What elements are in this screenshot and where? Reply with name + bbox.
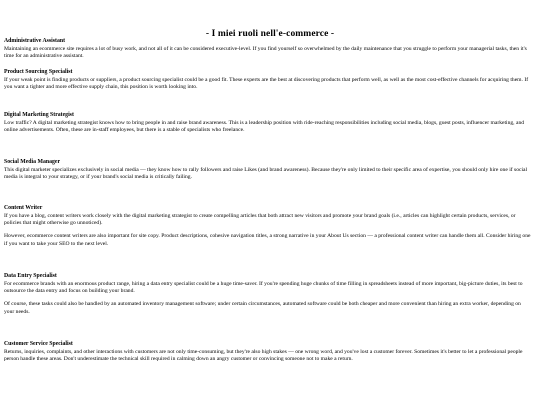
section-paragraph: Low traffic? A digital marketing strategist knows how to bring people in and raise brand awareness. This is a leadership position with ride-reaching responsibilities including social media, blogs, guest posts, influencer marketing, and online advertisements. Often, these are in-staff employees, but there is a stable of specialists who freelance.: [4, 119, 525, 134]
section-product-sourcing-specialist: [4, 69, 532, 91]
section-digital-marketing-strategist: [4, 112, 532, 134]
section-data-entry-specialist: [4, 273, 532, 316]
section-heading: Social Media Manager: [4, 159, 61, 165]
section-social-media-manager: [4, 159, 532, 181]
section-paragraph: This digital marketer specializes exclusively in social media — they know how to rally followers and raise Likes (and brand awareness). Because they're only limited to their specific area of expertise, you should only hire one if social media is integral to your strategy, or if your brand's social media is critically failing.: [4, 166, 528, 181]
section-administrative-assistant: [4, 38, 532, 60]
section-heading: Content Writer: [4, 205, 43, 211]
section-customer-service-specialist: [4, 341, 532, 363]
section-paragraph: For ecommerce brands with an enormous product range, hiring a data entry specialist could be a huge time-saver. If you're spending huge chunks of time filling in spreadsheets instead of more important, big-picture duties, its best to outsource the data entry and focus on building your brand.: [4, 280, 523, 295]
section-paragraph: Maintaining an ecommerce site requires a lot of busy work, and not all of it can be considered executive-level. If you find yourself so overwhelmed by the daily maintenance that you struggle to perform your managerial tasks, then it's time for an administrative assistant.: [4, 45, 527, 60]
section-paragraph: Of course, these tasks could also be handled by an automated inventory management software; under certain circumstances, automated software could be both cheaper and more convenient than hiring an extra worker, depending on your needs.: [4, 301, 521, 315]
section-paragraph: Returns, inquiries, complaints, and other interactions with customers are not only time-consuming, but they're also high stakes — one wrong word, and you've lost a customer forever. Sometimes it's better to let a professional people person handle these areas. Don't underestimate the technical skill required in calming down an angry customer or convincing someone not to make a return.: [4, 348, 523, 363]
section-heading: Product Sourcing Specialist: [4, 69, 73, 75]
section-heading: Data Entry Specialist: [4, 273, 57, 279]
section-heading: Customer Service Specialist: [4, 341, 73, 347]
section-paragraph: If your weak point is finding products or suppliers, a product sourcing specialist could be a good fit. These experts are the best at discovering products that perform well, as well as the most cost-effective channels for acquiring them. If you want a tighter and more effective supply chain, this position is worth looking into.: [4, 76, 529, 91]
section-paragraph: If you have a blog, content writers work closely with the digital marketing strategist to create compelling articles that both attract new visitors and promote your brand goals (i.e., articles can highlight certain products, services, or policies that might otherwise go unnoticed).: [4, 212, 516, 227]
section-content-writer: [4, 205, 532, 248]
section-heading: Administrative Assistant: [4, 38, 66, 44]
section-heading: Digital Marketing Strategist: [4, 112, 74, 118]
section-paragraph: However, ecommerce content writers are also important for site copy. Product descriptions, cohesive navigation titles, a strong narrative in your About Us section — a professional content writer can handle them all. Consider hiring one if you want to take your SEO to the next level.: [4, 233, 531, 247]
page-title: - I miei ruoli nell'e-commerce -: [205, 29, 335, 39]
